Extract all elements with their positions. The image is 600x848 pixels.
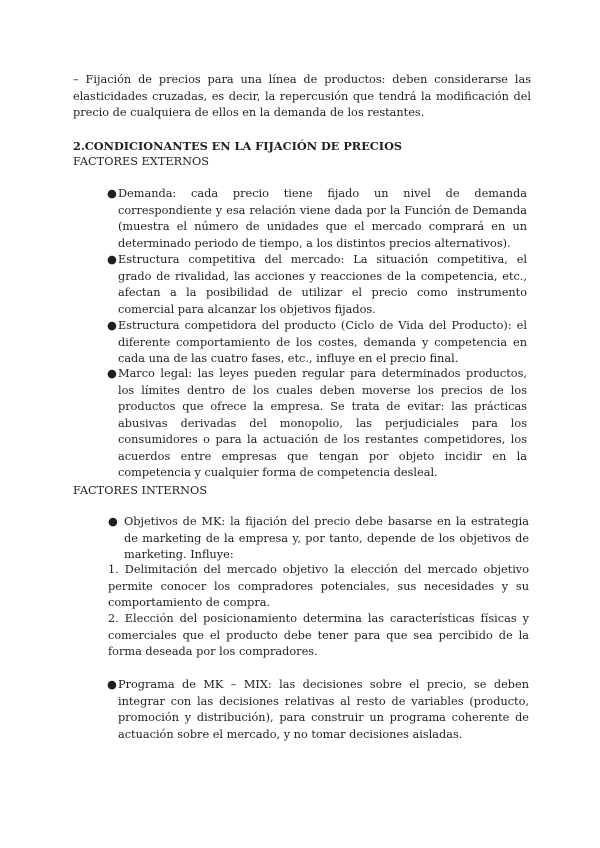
intro-paragraph: – Fijación de precios para una línea de productos: deben considerarse las elasticidades cruzadas, es decir, la repercusión que tendrá la modificación del precio de cualquiera de ellos en la demanda de los restantes.	[73, 73, 531, 119]
bullet-text: Demanda: cada precio tiene fijado un nivel de demanda correspondiente y esa relación viene dada por la Función de Demanda (muestra el número de unidades que el mercado comprará en un determinado periodo de tiempo, a los distintos precios alternativos).	[118, 187, 527, 250]
section-title: 2.CONDICIONANTES EN LA FIJACIÓN DE PRECIOS	[73, 139, 403, 153]
bullet-estructura-competidora	[107, 318, 527, 368]
bullet-demanda	[107, 186, 527, 252]
bullet-icon: ●	[108, 515, 118, 528]
bullet-text: Objetivos de MK: la fijación del precio debe basarse en la estrategia de marketing de la empresa y, por tanto, depende de los objetivos de marketing. Influye:	[124, 515, 529, 561]
bullet-icon: ●	[107, 319, 117, 332]
bullet-text: Estructura competidora del producto (Ciclo de Vida del Producto): el diferente comportamiento de los costes, demanda y competencia en cada una de las cuatro fases, etc., influye en el precio final.	[118, 319, 527, 365]
bullet-objetivos-mk	[108, 514, 529, 564]
bullet-text: Marco legal: las leyes pueden regular para determinados productos, los límites dentro de los cuales deben moverse los precios de los productos que ofrece la empresa. Se trata de evitar: las prácticas abusivas derivadas del monopolio, las perjudiciales para los consumidores o para la actuación de los restantes competidores, los acuerdos entre empresas que tengan por objeto incidir en la competencia y cualquier forma de competencia desleal.	[118, 367, 527, 479]
bullet-icon: ●	[107, 367, 117, 380]
external-factors-heading: FACTORES EXTERNOS	[73, 155, 209, 168]
bullet-icon: ●	[107, 187, 117, 200]
bullet-text: Estructura competitiva del mercado: La situación competitiva, el grado de rivalidad, las acciones y reacciones de la competencia, etc., afectan a la posibilidad de utilizar el precio como instrumento comercial para alcanzar los objetivos fijados.	[118, 253, 527, 316]
bullet-icon: ●	[107, 678, 117, 691]
bullet-estructura-competitiva	[107, 252, 527, 318]
numbered-item-2: 2. Elección del posicionamiento determina las características físicas y comerciales que el producto debe tener para que sea percibido de la forma deseada por los compradores.	[108, 612, 529, 658]
bullet-programa-mk-mix	[107, 677, 529, 743]
internal-factors-heading: FACTORES INTERNOS	[73, 484, 208, 497]
bullet-icon: ●	[107, 253, 117, 266]
numbered-item-1: 1. Delimitación del mercado objetivo la elección del mercado objetivo permite conocer los compradores potenciales, sus necesidades y su comportamiento de compra.	[108, 563, 529, 609]
bullet-text: Programa de MK – MIX: las decisiones sobre el precio, se deben integrar con las decisiones relativas al resto de variables (producto, promoción y distribución), para construir un programa coherente de actuación sobre el mercado, y no tomar decisiones aisladas.	[118, 678, 529, 741]
bullet-marco-legal	[107, 366, 527, 482]
